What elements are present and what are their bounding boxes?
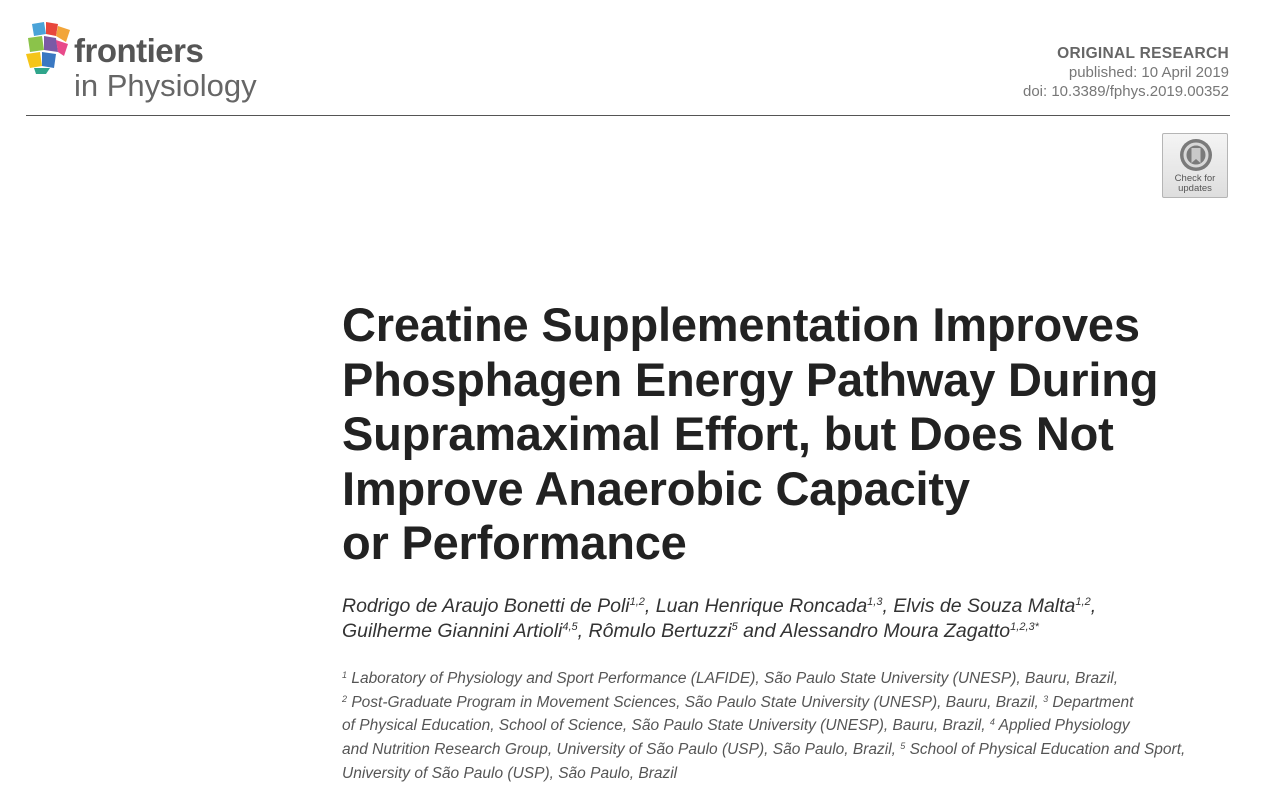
author-name[interactable]: Guilherme Giannini Artioli (342, 620, 563, 642)
check-updates-icon (1179, 138, 1213, 172)
corresponding-author-marker: * (1034, 621, 1039, 633)
affiliation-text: University of São Paulo (USP), São Paulo, Brazil (342, 764, 678, 782)
frontiers-logo-icon (26, 22, 72, 74)
check-updates-line2: updates (1178, 182, 1212, 194)
author-name[interactable]: Elvis de Souza Malta (893, 595, 1076, 617)
author-name[interactable]: Alessandro Moura Zagatto (780, 620, 1011, 642)
title-line: Supramaximal Effort, but Does Not (342, 407, 1114, 460)
doi-link[interactable]: doi: 10.3389/fphys.2019.00352 (1022, 83, 1229, 100)
author-name[interactable]: Rodrigo de Araujo Bonetti de Poli (342, 595, 630, 617)
affiliation-text: School of Physical Education and Sport, (905, 741, 1186, 759)
affiliation-number: 2 (342, 693, 348, 704)
author-affiliation-marker: 5 (731, 621, 738, 633)
affiliation-text: Laboratory of Physiology and Sport Performance (LAFIDE), São Paulo State University (UNESP), Bauru, Brazil, (347, 670, 1119, 687)
author-line (342, 594, 1242, 619)
affiliation-text: of Physical Education, School of Science, São Paulo State University (UNESP), Bauru, Brazil, (342, 717, 990, 735)
author-name[interactable]: Luan Henrique Roncada (655, 595, 868, 617)
author-affiliation-marker (1010, 621, 1039, 633)
affiliation-numbers: 1,2,3 (1010, 621, 1035, 633)
author-list (342, 594, 1242, 644)
affiliation-line (342, 714, 1242, 738)
article-meta (1023, 44, 1229, 101)
affiliation-list (342, 667, 1242, 786)
publication-date: published: 10 April 2019 (1068, 64, 1229, 81)
title-line: Phosphagen Energy Pathway During (342, 352, 1159, 406)
article-title (342, 298, 1242, 571)
affiliation-line (342, 667, 1242, 691)
author-separator: and (737, 620, 781, 642)
journal-name-line1: frontiers (74, 32, 204, 69)
author-affiliation-marker: 1,2 (1075, 596, 1091, 608)
author-line (342, 619, 1242, 644)
author-separator: , (1090, 595, 1097, 617)
affiliation-number: 1 (342, 670, 348, 680)
journal-name-line2: in Physiology (74, 68, 257, 103)
check-for-updates-button[interactable] (1162, 133, 1228, 198)
title-line: Improve Anaerobic Capacity (342, 461, 970, 515)
affiliation-number: 5 (900, 741, 906, 752)
journal-logo[interactable] (26, 22, 286, 106)
affiliation-text: Post-Graduate Program in Movement Sciences, São Paulo State University (UNESP), Bauru, Brazil, (347, 693, 1044, 711)
affiliation-text: and Nutrition Research Group, University of São Paulo (USP), São Paulo, Brazil, (342, 741, 901, 759)
affiliation-line (342, 691, 1242, 715)
author-separator: , (644, 595, 656, 617)
affiliation-text: Department (1048, 693, 1134, 711)
article-type: ORIGINAL RESEARCH (1057, 45, 1229, 62)
header-divider (26, 115, 1230, 116)
check-updates-line1: Check for (1174, 173, 1216, 184)
author-affiliation-marker: 1,3 (867, 596, 883, 608)
affiliation-line (342, 738, 1242, 762)
title-line: or Performance (342, 516, 687, 569)
affiliation-number: 3 (1043, 693, 1049, 704)
affiliation-line (342, 762, 1242, 786)
title-line: Creatine Supplementation Improves (342, 298, 1140, 351)
author-separator: , (577, 620, 589, 642)
check-updates-label (1163, 174, 1227, 193)
author-affiliation-marker: 4,5 (562, 621, 578, 633)
author-affiliation-marker: 1,2 (629, 596, 645, 608)
author-separator: , (882, 595, 894, 617)
affiliation-text: Applied Physiology (994, 717, 1130, 735)
affiliation-number: 4 (989, 717, 995, 728)
author-name[interactable]: Rômulo Bertuzzi (588, 620, 732, 642)
